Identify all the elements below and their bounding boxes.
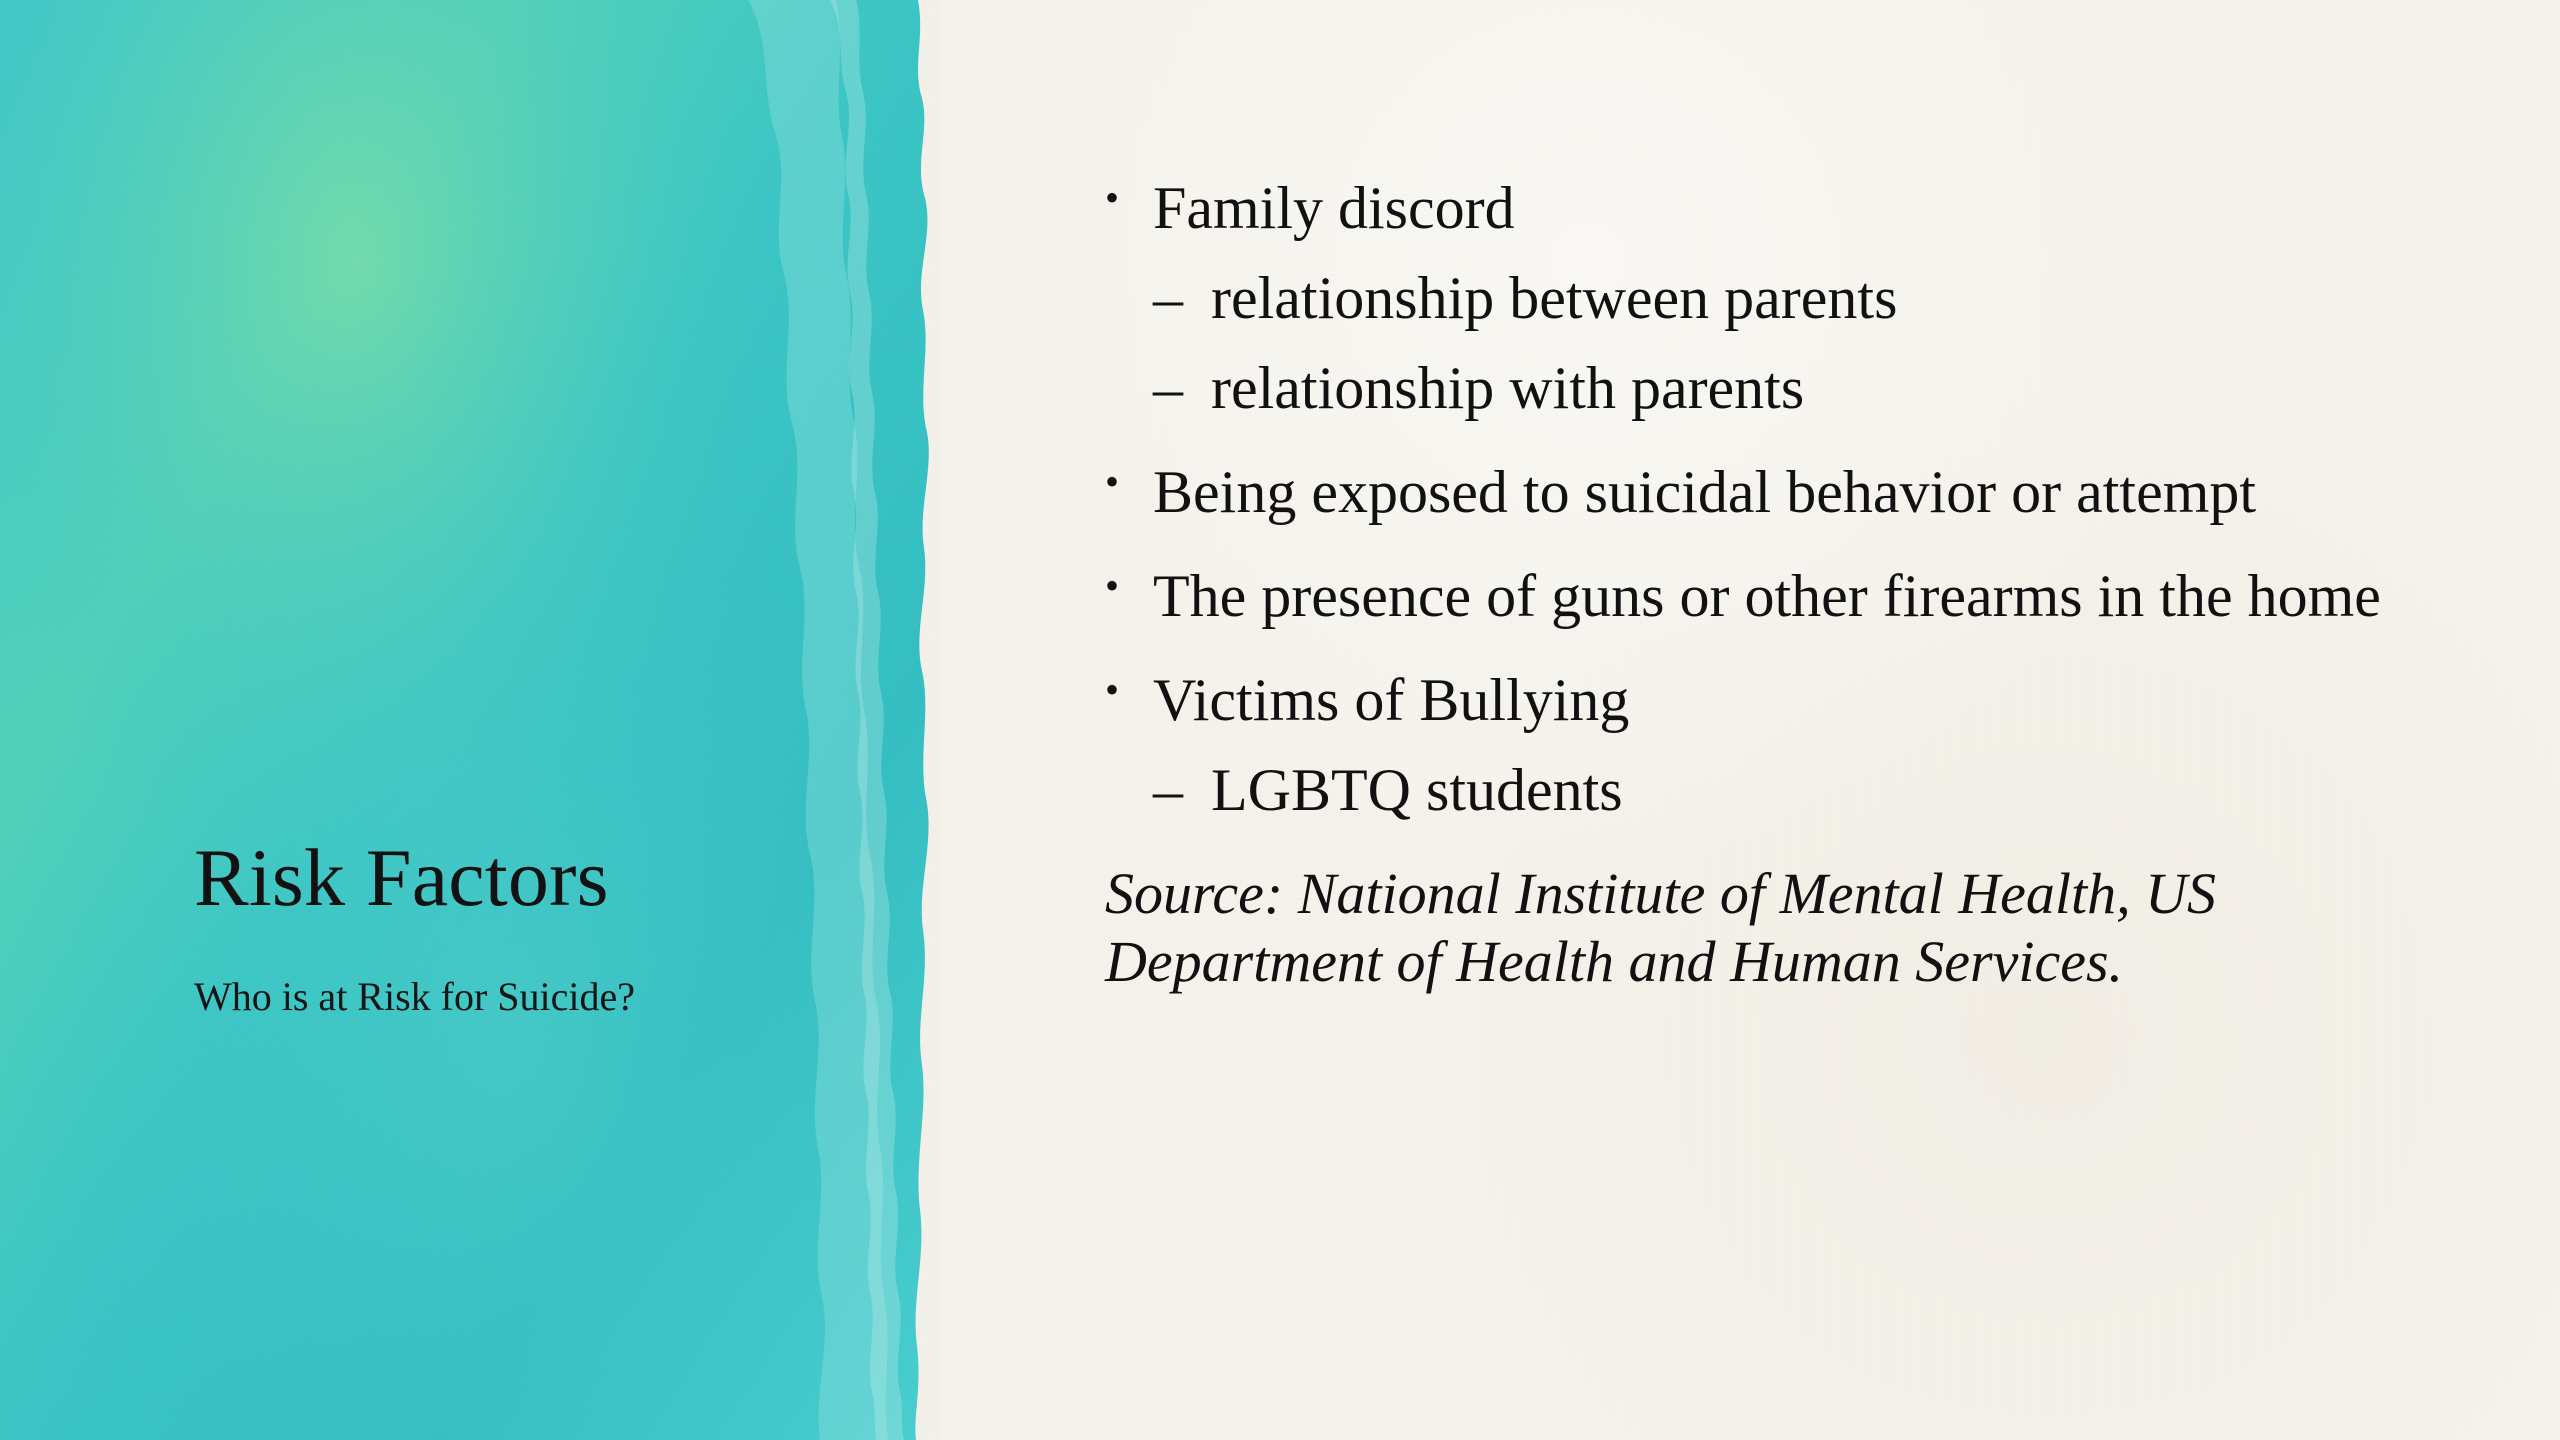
watercolor-panel: [0, 0, 940, 1440]
slide-title: Risk Factors: [194, 832, 609, 923]
watercolor-background: [0, 0, 940, 1440]
risk-factor-bullying: [1105, 666, 2385, 824]
slide-content: [1105, 174, 2385, 996]
risk-factor-family-discord: [1105, 174, 2385, 422]
subitem-lgbtq-students: – LGBTQ students: [1153, 756, 2385, 824]
bullying-sublist: [1153, 756, 2385, 824]
risk-factors-list: [1105, 174, 2385, 824]
subitem-relationship-with-parents: – relationship with parents: [1153, 354, 2385, 422]
family-discord-sublist: [1153, 264, 2385, 422]
slide-subtitle: Who is at Risk for Suicide?: [194, 974, 636, 1020]
bullet-text: • Being exposed to suicidal behavior or attempt: [1153, 459, 2257, 525]
bullet-text: • The presence of guns or other firearms in the home: [1153, 563, 2381, 629]
bullet-text: • Victims of Bullying: [1153, 667, 1630, 733]
bullet-text: • Family discord: [1153, 175, 1515, 241]
subitem-relationship-between-parents: – relationship between parents: [1153, 264, 2385, 332]
title-block: [194, 832, 814, 1021]
risk-factor-firearms: [1105, 562, 2385, 630]
risk-factor-exposure: [1105, 458, 2385, 526]
watercolor-noise: [0, 0, 940, 1440]
source-citation: Source: National Institute of Mental Health, US Department of Health and Human Services.: [1105, 861, 2216, 994]
